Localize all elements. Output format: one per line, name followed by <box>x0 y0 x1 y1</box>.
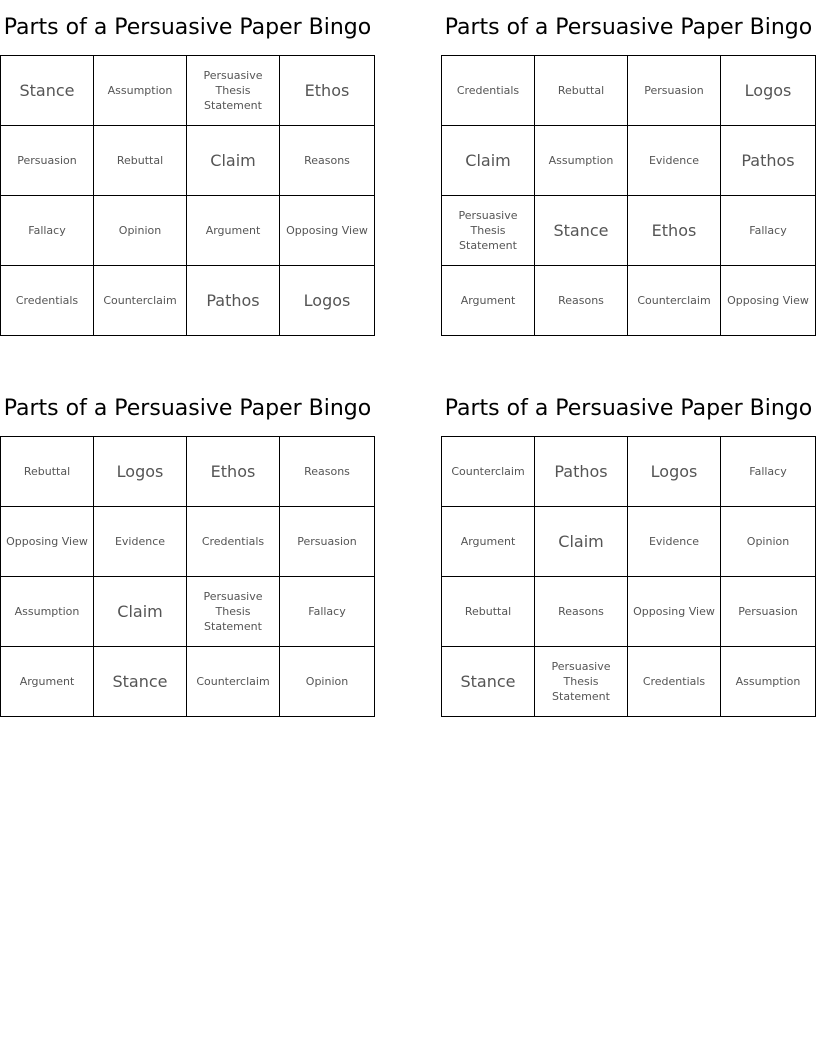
bingo-cell: Counterclaim <box>442 437 535 507</box>
bingo-cell: Argument <box>442 507 535 577</box>
bingo-cell: Reasons <box>280 126 374 196</box>
bingo-cell: Claim <box>94 577 187 647</box>
card-title: Parts of a Persuasive Paper Bingo <box>3 396 372 421</box>
bingo-cell: Persuasive Thesis Statement <box>187 577 280 647</box>
bingo-cell: Stance <box>1 56 94 126</box>
bingo-cell: Persuasion <box>1 126 94 196</box>
bingo-card-2 <box>441 0 816 307</box>
bingo-cell: Pathos <box>721 126 815 196</box>
bingo-cell: Opposing View <box>727 294 809 307</box>
bingo-cell: Persuasive Thesis Statement <box>187 56 280 126</box>
bingo-cell: Persuasive Thesis Statement <box>535 647 628 716</box>
bingo-cell: Opposing View <box>280 196 374 266</box>
bingo-cell: Evidence <box>628 507 721 577</box>
bingo-cell: Counterclaim <box>628 266 721 335</box>
bingo-cell: Logos <box>721 56 815 126</box>
bingo-cell: Logos <box>94 437 187 507</box>
bingo-cell: Opposing View <box>628 577 721 647</box>
bingo-cell: Argument <box>1 647 94 716</box>
bingo-cell: Persuasion <box>280 507 374 577</box>
bingo-cell: Evidence <box>628 126 721 196</box>
bingo-cell: Claim <box>187 126 280 196</box>
bingo-cell: Stance <box>94 647 187 716</box>
bingo-cell: Fallacy <box>1 196 94 266</box>
card-title: Parts of a Persuasive Paper Bingo <box>444 396 813 421</box>
bingo-cell: Credentials <box>187 507 280 577</box>
bingo-cell: Pathos <box>535 437 628 507</box>
bingo-cell: Opinion <box>305 675 349 688</box>
bingo-cell: Reasons <box>535 266 628 335</box>
bingo-cell: Stance <box>535 196 628 266</box>
bingo-cell: Assumption <box>1 577 94 647</box>
bingo-grid <box>441 55 816 336</box>
bingo-cell: Logos <box>303 291 351 310</box>
bingo-cell: Opposing View <box>1 507 94 577</box>
bingo-grid <box>0 436 375 717</box>
bingo-cell: Evidence <box>94 507 187 577</box>
bingo-cell: Credentials <box>442 56 535 126</box>
bingo-cell: Ethos <box>280 56 374 126</box>
bingo-cell: Assumption <box>94 56 187 126</box>
bingo-cell: Reasons <box>280 437 374 507</box>
bingo-grid <box>0 55 375 336</box>
bingo-cell: Fallacy <box>721 437 815 507</box>
bingo-cell: Assumption <box>735 675 801 688</box>
bingo-cell: Logos <box>628 437 721 507</box>
bingo-cell: Rebuttal <box>1 437 94 507</box>
bingo-cell: Rebuttal <box>94 126 187 196</box>
bingo-cell: Rebuttal <box>535 56 628 126</box>
bingo-cell: Claim <box>535 507 628 577</box>
bingo-cell: Fallacy <box>721 196 815 266</box>
bingo-cell: Reasons <box>535 577 628 647</box>
bingo-cell: Opinion <box>721 507 815 577</box>
card-title: Parts of a Persuasive Paper Bingo <box>444 15 813 40</box>
bingo-cell: Counterclaim <box>187 647 280 716</box>
bingo-cell: Pathos <box>187 266 280 335</box>
bingo-cell: Ethos <box>628 196 721 266</box>
bingo-cell: Fallacy <box>280 577 374 647</box>
bingo-cell: Persuasive Thesis Statement <box>442 196 535 266</box>
bingo-cell: Credentials <box>628 647 721 716</box>
bingo-cell: Credentials <box>1 266 94 335</box>
bingo-cell: Argument <box>442 266 535 335</box>
bingo-cell: Opinion <box>94 196 187 266</box>
bingo-cell: Ethos <box>187 437 280 507</box>
bingo-card-4 <box>441 381 816 703</box>
bingo-cell: Assumption <box>535 126 628 196</box>
bingo-cell: Rebuttal <box>442 577 535 647</box>
bingo-card-3 <box>0 381 375 691</box>
bingo-cell: Stance <box>442 647 535 716</box>
bingo-grid <box>441 436 816 717</box>
bingo-cell: Persuasion <box>628 56 721 126</box>
bingo-cell: Argument <box>187 196 280 266</box>
bingo-cell: Persuasion <box>721 577 815 647</box>
bingo-cell: Claim <box>442 126 535 196</box>
card-title: Parts of a Persuasive Paper Bingo <box>3 15 372 40</box>
bingo-cell: Counterclaim <box>94 266 187 335</box>
bingo-card-1 <box>0 0 375 310</box>
